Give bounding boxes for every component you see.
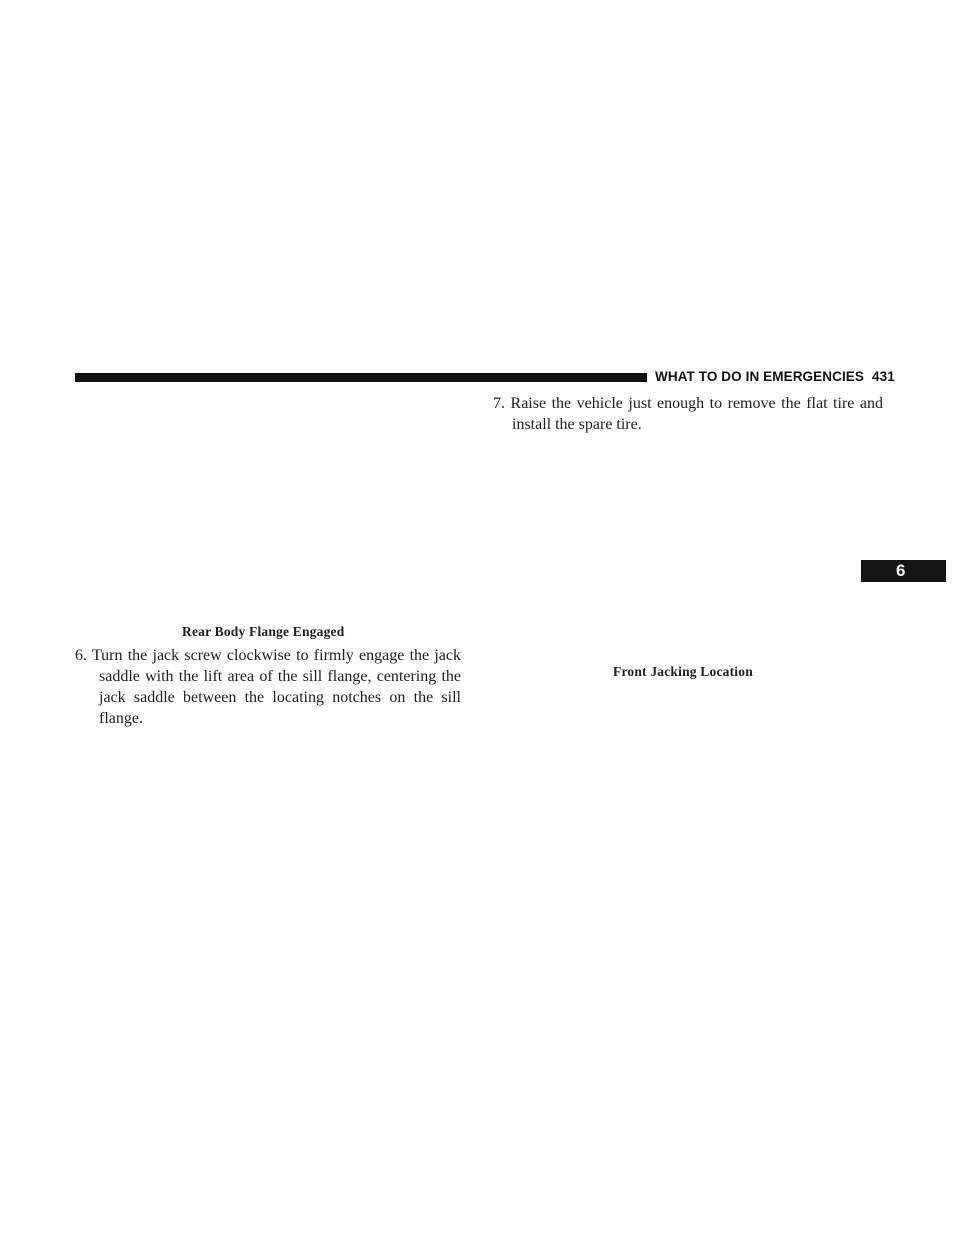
page-number: 431 <box>872 369 895 384</box>
figure-caption-front: Front Jacking Location <box>613 664 753 679</box>
step-6-line-1: 6. Turn the jack screw clockwise to firmly engage the jack <box>75 647 461 664</box>
step-6 <box>75 645 461 729</box>
figure-caption-rear: Rear Body Flange Engaged <box>182 624 345 639</box>
step-6-line-3: jack saddle between the locating notches on the sill <box>99 689 461 706</box>
chapter-tab <box>861 560 946 582</box>
step-7-line-2: install the spare tire. <box>512 416 642 433</box>
step-7 <box>493 393 883 435</box>
chapter-number: 6 <box>896 561 906 580</box>
running-header <box>655 369 895 384</box>
step-6-line-2: saddle with the lift area of the sill flange, centering the <box>99 668 461 685</box>
section-title: WHAT TO DO IN EMERGENCIES <box>655 369 865 384</box>
step-7-line-1: 7. Raise the vehicle just enough to remove the flat tire and <box>493 395 883 412</box>
header-rule <box>75 373 647 382</box>
step-6-line-4: flange. <box>99 710 143 727</box>
